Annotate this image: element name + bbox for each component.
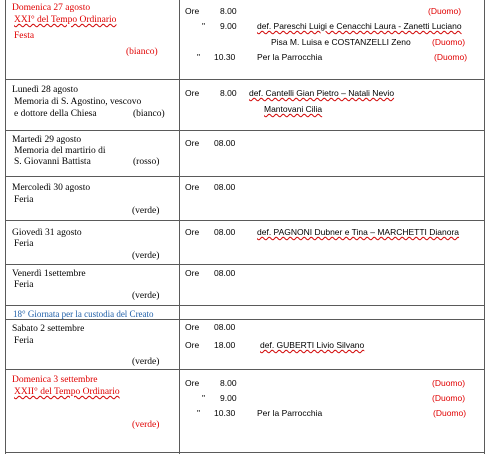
mass-intention: Mantovani Cilia — [264, 104, 323, 114]
row-divider — [5, 79, 485, 80]
mass-time: 08.00 — [214, 322, 236, 332]
mass-time: 08.00 — [214, 268, 236, 278]
liturgical-color: (verde) — [132, 251, 160, 261]
column-divider — [179, 0, 180, 454]
day-subtitle: Memoria del martirio di — [14, 146, 106, 156]
row-divider — [5, 130, 485, 131]
mass-ore: Ore — [185, 268, 200, 278]
mass-location: (Duomo) — [434, 52, 468, 62]
row-divider — [5, 369, 485, 370]
liturgical-color: (rosso) — [133, 157, 160, 167]
mass-location: (Duomo) — [432, 378, 466, 388]
day-title: Giovedì 31 agosto — [12, 228, 82, 238]
mass-intention: def. Cantelli Gian Pietro – Natali Nevio — [249, 88, 395, 98]
day-title: Mercoledì 30 agosto — [12, 183, 91, 193]
day-title: Venerdì 1settembre — [12, 269, 86, 279]
row-divider — [5, 305, 485, 306]
table-border-right — [484, 0, 485, 454]
day-title: Martedì 29 agosto — [12, 135, 82, 145]
liturgical-color: (verde) — [132, 206, 160, 216]
mass-ore: Ore — [185, 138, 200, 148]
liturgical-color: (bianco) — [126, 47, 158, 57]
mass-time: 18.00 — [214, 340, 236, 350]
day-type: Feria — [14, 336, 34, 346]
liturgical-color: (verde) — [132, 291, 160, 301]
mass-time: 08.00 — [214, 138, 236, 148]
mass-intention: Per la Parrocchia — [257, 52, 323, 62]
day-subtitle: S. Giovanni Battista — [14, 157, 91, 167]
mass-time: 08.00 — [214, 227, 236, 237]
mass-time: 8.00 — [220, 6, 237, 16]
observance-banner: 18° Giornata per la custodia del Creato — [13, 309, 154, 319]
day-title: Domenica 27 agosto — [12, 3, 91, 13]
mass-time: 8.00 — [220, 378, 237, 388]
mass-location: (Duomo) — [432, 37, 466, 47]
mass-ore: Ore — [185, 88, 200, 98]
mass-ore: Ore — [185, 182, 200, 192]
mass-location: (Duomo) — [432, 393, 466, 403]
mass-ore: Ore — [185, 378, 200, 388]
mass-time: 08.00 — [214, 182, 236, 192]
mass-ore: Ore — [185, 340, 200, 350]
mass-ore: Ore — [185, 322, 200, 332]
mass-time: 8.00 — [220, 88, 237, 98]
day-title: Lunedì 28 agosto — [12, 85, 78, 95]
liturgical-color: (verde) — [132, 420, 160, 430]
mass-ore: " — [197, 408, 201, 418]
day-title: Domenica 3 settembre — [12, 375, 98, 385]
mass-time: 10.30 — [214, 408, 236, 418]
mass-time: 9.00 — [220, 21, 237, 31]
mass-intention: def. Pareschi Luigi e Cenacchi Laura - Zanetti Luciano — [257, 21, 462, 31]
day-type: Feria — [14, 280, 34, 290]
row-divider — [5, 264, 485, 265]
mass-time: 9.00 — [220, 393, 237, 403]
liturgical-color: (verde) — [132, 357, 160, 367]
row-divider — [5, 220, 485, 221]
row-divider — [5, 176, 485, 177]
day-type: Feria — [14, 195, 34, 205]
liturgical-color: (bianco) — [133, 109, 165, 119]
mass-intention: Per la Parrocchia — [257, 408, 323, 418]
day-type: Festa — [14, 31, 35, 41]
mass-ore: " — [197, 52, 201, 62]
day-title: Sabato 2 settembre — [12, 324, 85, 334]
day-subtitle: XXI° del Tempo Ordinario — [14, 15, 117, 25]
mass-location: (Duomo) — [428, 6, 462, 16]
mass-intention: def. GUBERTI Livio Silvano — [260, 340, 365, 350]
mass-time: 10.30 — [214, 52, 236, 62]
mass-ore: " — [202, 393, 206, 403]
mass-ore: Ore — [185, 6, 200, 16]
day-subtitle: Memoria di S. Agostino, vescovo — [14, 97, 142, 107]
table-border-left — [5, 0, 6, 454]
table-border-bottom — [5, 452, 485, 453]
mass-location: (Duomo) — [433, 408, 467, 418]
day-subtitle: e dottore della Chiesa — [14, 109, 97, 119]
mass-intention: def. PAGNONI Dubner e Tina – MARCHETTI Dianora — [257, 227, 460, 237]
day-type: Feria — [14, 239, 34, 249]
mass-ore: Ore — [185, 227, 200, 237]
mass-intention: Pisa M. Luisa e COSTANZELLI Zeno — [271, 37, 411, 47]
mass-ore: " — [202, 21, 206, 31]
day-subtitle: XXII° del Tempo Ordinario — [14, 387, 120, 397]
